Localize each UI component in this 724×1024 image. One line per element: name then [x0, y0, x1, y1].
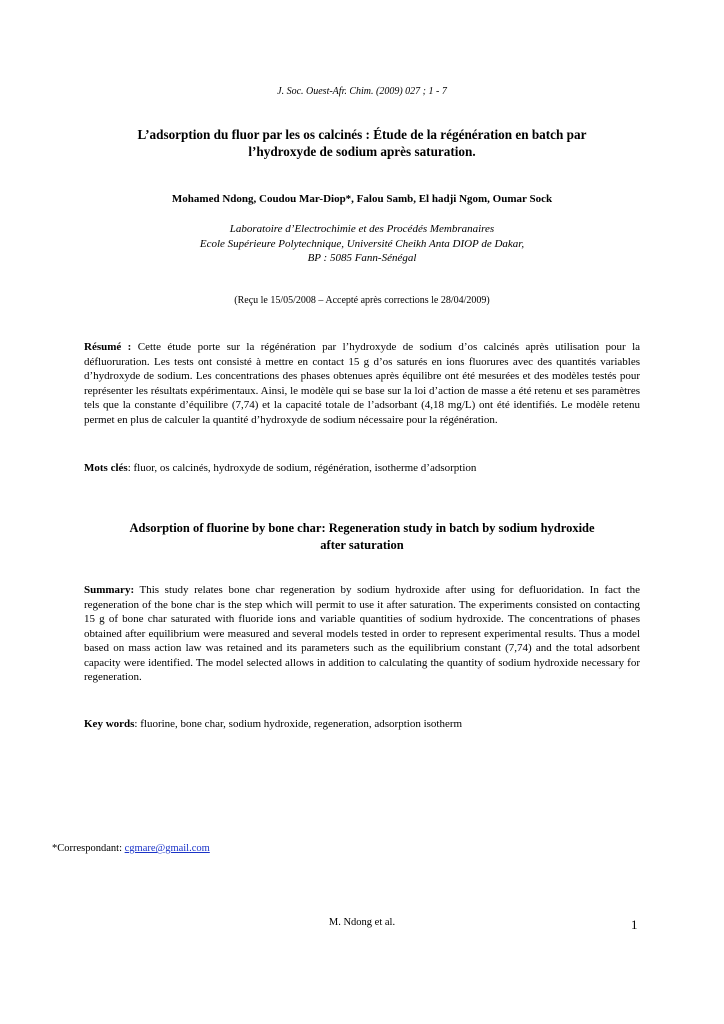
correspondent-note [52, 843, 210, 854]
correspondent-email-link[interactable]: cgmare@gmail.com [124, 843, 210, 854]
footer-authors: M. Ndong et al. [328, 917, 396, 928]
journal-reference: J. Soc. Ouest-Afr. Chim. (2009) 027 ; 1 - 7 [277, 86, 447, 97]
keywords-fr-label: Mots clés [84, 462, 128, 474]
keywords-en-text: : fluorine, bone char, sodium hydroxide, regeneration, adsorption isotherm [134, 718, 463, 730]
page-number: 1 [631, 917, 638, 932]
keywords-en [84, 717, 640, 732]
abstract-fr [84, 340, 640, 427]
affiliation-line2: Ecole Supérieure Polytechnique, Université Cheikh Anta DIOP de Dakar, [199, 237, 525, 250]
abstract-fr-label: Résumé : [84, 341, 132, 353]
article-title-fr [0, 126, 724, 160]
article-title-en [0, 520, 724, 553]
title-en-line1: Adsorption of fluorine by bone char: Regeneration study in batch by sodium hydroxide [129, 521, 595, 535]
received-dates: (Reçu le 15/05/2008 – Accepté après corrections le 28/04/2009) [234, 295, 490, 306]
affiliation [0, 222, 724, 266]
affiliation-line3: BP : 5085 Fann-Sénégal [307, 252, 417, 264]
abstract-en-text: This study relates bone char regeneration by sodium hydroxide after using for defluoridation. In fact the regeneration of the bone char is the step which will permit to use it after saturation. The experiments consisted on contacting 15 g of bone char saturated with fluoride ions and variable quantities of sodium hydroxide. The concentrations of phases obtained after equilibrium were measured and several models tested in order to represent experimental results. Thus a model based on mass action law was retained and its parameters such as the equilibrium constant (7,74) and the total adsorbent capacity were identified. The model selected allows in addition to calculating the quantity of sodium hydroxide necessary for regeneration. [84, 584, 640, 683]
abstract-en [84, 583, 640, 685]
keywords-en-label: Key words [84, 718, 135, 730]
title-en-line2: after saturation [320, 537, 404, 552]
keywords-fr-text: : fluor, os calcinés, hydroxyde de sodium, régénération, isotherme d’adsorption [127, 462, 477, 474]
author-list: Mohamed Ndong, Coudou Mar-Diop*, Falou Samb, El hadji Ngom, Oumar Sock [171, 193, 553, 205]
title-fr-line1: L’adsorption du fluor par les os calcinés : Étude de la régénération en batch par [137, 127, 587, 142]
keywords-fr [84, 461, 640, 476]
abstract-en-label: Summary: [84, 584, 135, 596]
affiliation-line1: Laboratoire d’Electrochimie et des Procédés Membranaires [229, 223, 495, 235]
abstract-fr-text: Cette étude porte sur la régénération par l’hydroxyde de sodium d’os calcinés après utilisation pour la défluoruration. Les tests ont consisté à mettre en contact 15 g d’os saturés en ions fluorures avec des quantités variables d’hydroxyde de sodium. Les concentrations des phases obtenues après équilibre ont été mesurées et des modèles testés pour représenter les résultats expérimentaux. Ainsi, le modèle qui se base sur la loi d’action de masse a été retenu et ses paramètres tels que la constante d’équilibre (7,74) et la capacité totale de l’adsorbant (4,18 mg/L) ont été identifiés. Le modèle retenu permet en plus de calculer la quantité d’hydroxyde de sodium nécessaire pour la régénération. [84, 341, 641, 426]
correspondent-label: *Correspondant: [52, 843, 125, 854]
title-fr-line2: l’hydroxyde de sodium après saturation. [248, 144, 476, 159]
